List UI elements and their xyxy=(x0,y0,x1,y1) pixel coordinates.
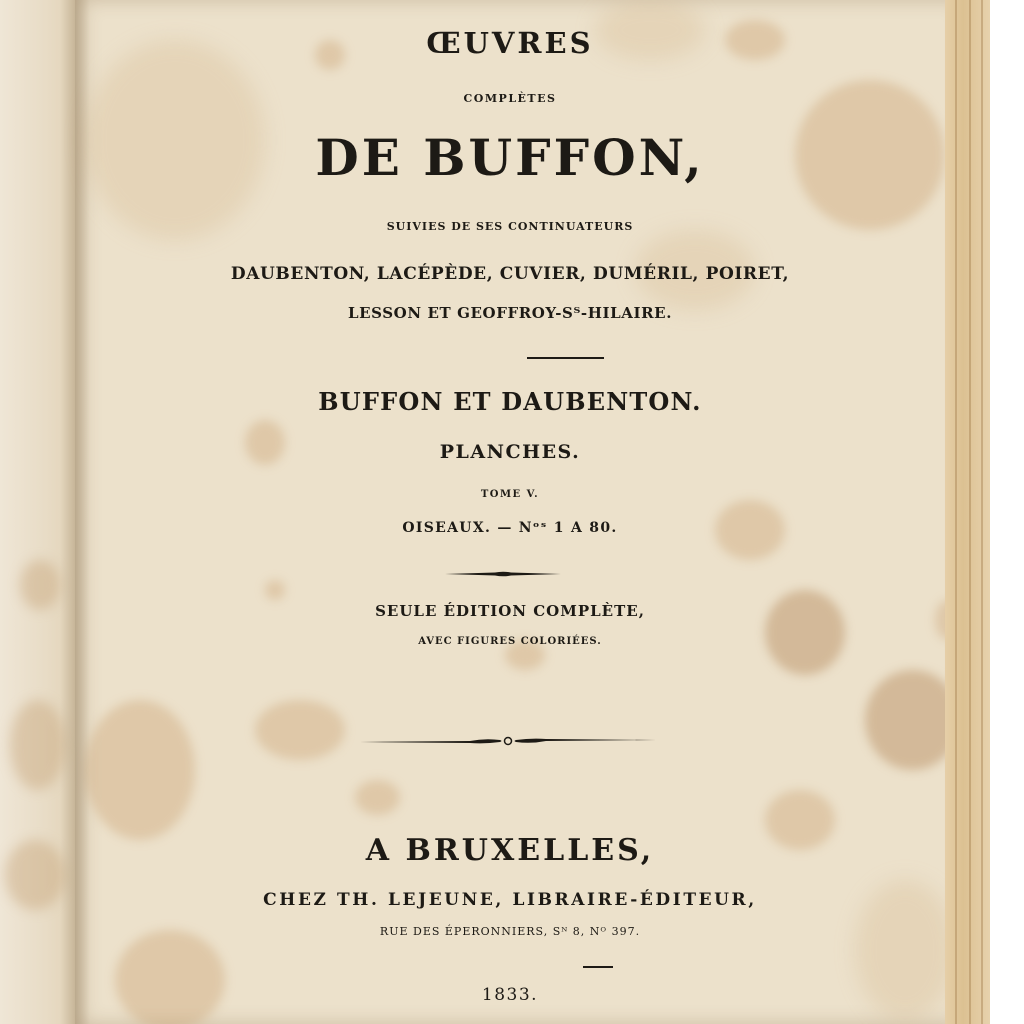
title-page-text xyxy=(75,0,945,1024)
imprint-address: RUE DES ÉPERONNIERS, Sᴺ 8, Nᴼ 397. xyxy=(379,925,641,938)
continuators-line-1: DAUBENTON, LACÉPÈDE, CUVIER, DUMÉRIL, POIRET, xyxy=(230,264,790,284)
ornamental-rule-icon xyxy=(445,569,561,579)
title-completes: COMPLÈTES xyxy=(463,92,557,105)
imprint-city: A BRUXELLES, xyxy=(365,833,655,868)
ornamental-flourish-icon xyxy=(360,734,656,748)
title-de-buffon: DE BUFFON, xyxy=(315,128,705,187)
volume-contents: OISEAUX. — Nᵒˢ 1 A 80. xyxy=(402,520,618,536)
section-heading: BUFFON ET DAUBENTON. xyxy=(318,387,702,416)
volume-number: TOME V. xyxy=(480,489,540,500)
imprint-publisher: CHEZ TH. LEJEUNE, LIBRAIRE-ÉDITEUR, xyxy=(263,890,757,910)
short-divider-rule xyxy=(583,966,613,968)
continuators-intro: SUIVIES DE SES CONTINUATEURS xyxy=(386,220,634,233)
title-oeuvres: ŒUVRES xyxy=(426,26,594,60)
edition-statement: SEULE ÉDITION COMPLÈTE, xyxy=(375,602,645,620)
page-edges xyxy=(945,0,990,1024)
continuators-line-2: LESSON ET GEOFFROY-Sᵀ-HILAIRE. xyxy=(347,304,673,322)
edition-note: AVEC FIGURES COLORIÉES. xyxy=(418,636,602,647)
divider-rule xyxy=(527,357,604,359)
section-subheading: PLANCHES. xyxy=(439,441,581,463)
imprint-year: 1833. xyxy=(481,985,539,1005)
